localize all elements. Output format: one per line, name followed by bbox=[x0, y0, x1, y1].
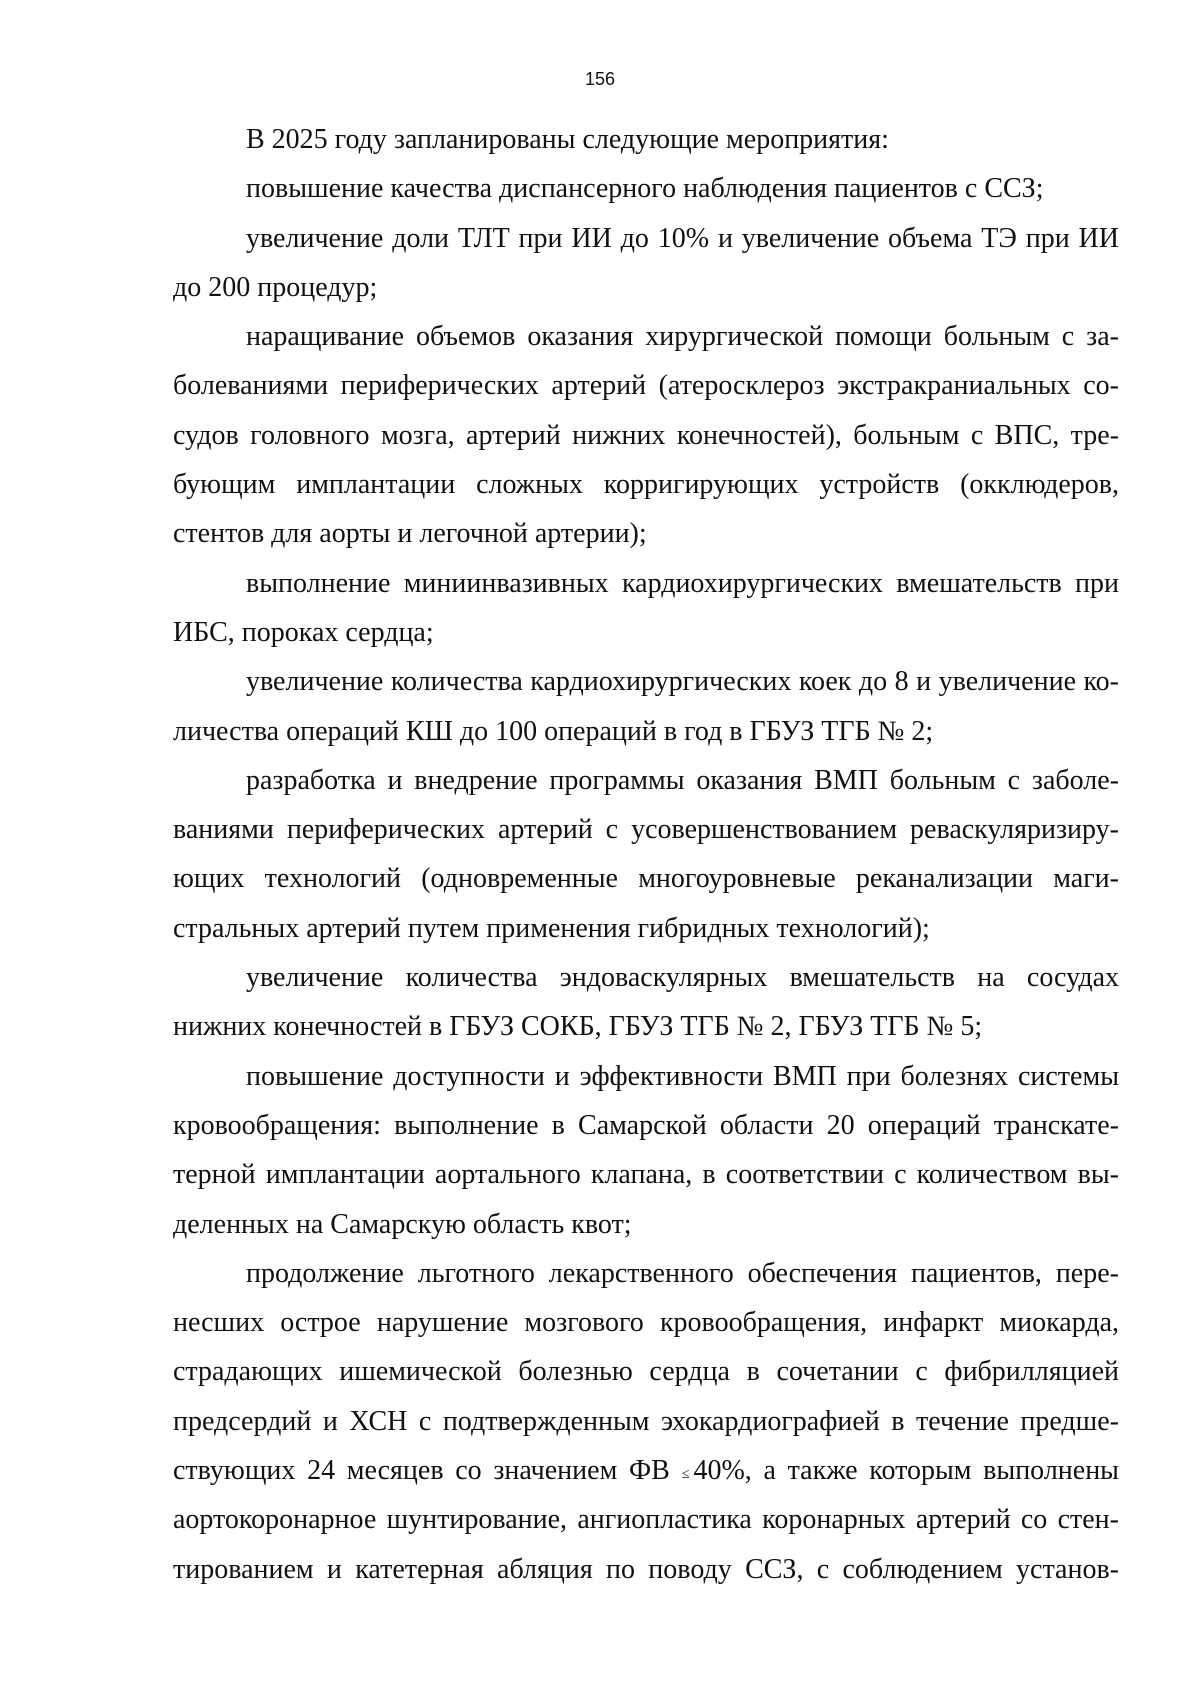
less-or-equal-sign: ≤ bbox=[681, 1467, 690, 1483]
paragraph-first-line: В 2025 году запланированы следующие мероприятия: bbox=[246, 124, 889, 155]
paragraph-line: болеваниями периферических артерий (атеросклероз экстракраниальных со- bbox=[173, 370, 1119, 402]
paragraph-first-line: повышение качества диспансерного наблюдения пациентов с ССЗ; bbox=[246, 173, 1044, 205]
document-body bbox=[173, 115, 1119, 1594]
paragraph-line: нижних конечностей в ГБУЗ СОКБ, ГБУЗ ТГБ № 2, ГБУЗ ТГБ № 5; bbox=[173, 1011, 983, 1043]
page-number: 156 bbox=[584, 69, 616, 89]
paragraph-first-line: увеличение количества кардиохирургических коек до 8 и увеличение ко- bbox=[246, 666, 1119, 698]
paragraph-first-line: увеличение доли ТЛТ при ИИ до 10% и увеличение объема ТЭ при ИИ bbox=[246, 222, 1119, 254]
paragraph-line: судов головного мозга, артерий нижних конечностей), больным с ВПС, тре- bbox=[173, 419, 1119, 451]
paragraph-first-line: наращивание объемов оказания хирургической помощи больным с за- bbox=[246, 321, 1119, 353]
paragraph-line: предсердий и ХСН с подтвержденным эхокардиографией в течение предше- bbox=[173, 1405, 1119, 1437]
paragraph-line: ИБС, пороках сердца; bbox=[173, 616, 434, 648]
paragraph-line: страдающих ишемической болезнью сердца в сочетании с фибрилляцией bbox=[173, 1356, 1119, 1388]
paragraph-line: деленных на Самарскую область квот; bbox=[173, 1208, 632, 1240]
paragraph-line: ющих технологий (одновременные многоуровневые реканализации маги- bbox=[173, 863, 1119, 895]
paragraph-line: ваниями периферических артерий с усовершенствованием реваскуляризиру- bbox=[173, 814, 1119, 846]
paragraph-line: стентов для аорты и легочной артерии); bbox=[173, 518, 647, 550]
paragraph-line: несших острое нарушение мозгового кровообращения, инфаркт миокарда, bbox=[173, 1307, 1119, 1339]
paragraph-first-line: выполнение миниинвазивных кардиохирургических вмешательств при bbox=[246, 567, 1119, 599]
paragraph-line: бующим имплантации сложных корригирующих устройств (окклюдеров, bbox=[173, 469, 1119, 501]
paragraph-line: терной имплантации аортального клапана, в соответствии с количеством вы- bbox=[173, 1159, 1119, 1191]
paragraph-first-line: продолжение льготного лекарственного обеспечения пациентов, пере- bbox=[246, 1257, 1119, 1289]
paragraph-line: личества операций КШ до 100 операций в год в ГБУЗ ТГБ № 2; bbox=[173, 715, 934, 747]
line-text: ствующих 24 месяцев со значением ФВ bbox=[173, 1455, 670, 1487]
paragraph-first-line: разработка и внедрение программы оказания ВМП больным с заболе- bbox=[246, 764, 1119, 796]
paragraph-line bbox=[173, 1446, 1119, 1495]
paragraph-first-line: увеличение количества эндоваскулярных вмешательств на сосудах bbox=[246, 962, 1119, 994]
paragraph-line: до 200 процедур; bbox=[173, 271, 378, 303]
line-text: 40%, а также которым выполнены bbox=[693, 1455, 1119, 1487]
paragraph-first-line: повышение доступности и эффективности ВМП при болезнях системы bbox=[246, 1060, 1119, 1092]
paragraph-line: аортокоронарное шунтирование, ангиопластика коронарных артерий со стен- bbox=[173, 1504, 1119, 1536]
paragraph-line: стральных артерий путем применения гибридных технологий); bbox=[173, 912, 930, 944]
paragraph-line: кровообращения: выполнение в Самарской области 20 операций транскате- bbox=[173, 1109, 1119, 1141]
paragraph-line: тированием и катетерная абляция по поводу ССЗ, с соблюдением установ- bbox=[173, 1553, 1119, 1585]
